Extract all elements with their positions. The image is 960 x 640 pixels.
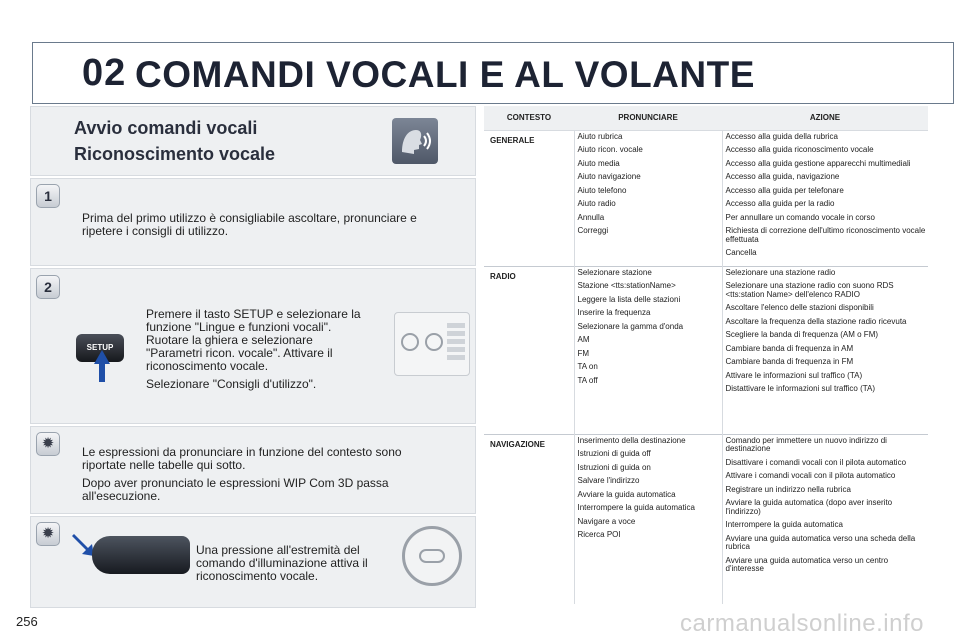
watermark: carmanualsonline.info xyxy=(680,610,924,637)
action-item: Accesso alla guida della rubrica xyxy=(725,131,839,141)
action-item: Avviare una guida automatica verso una scheda della rubrica xyxy=(725,533,916,551)
action-item: Registrare un indirizzo nella rubrica xyxy=(725,484,851,494)
action-item: Attivare le informazioni sul traffico (TA) xyxy=(725,370,863,380)
step-1-badge: 1 xyxy=(36,184,60,208)
section-title: Avvio comandi vocali xyxy=(74,118,258,138)
action-item: Avviare una guida automatica verso un centro d'interesse xyxy=(725,555,889,573)
say-cell xyxy=(574,266,722,434)
say-item: Inserire la frequenza xyxy=(577,308,651,317)
step-3-paragraph-2: Dopo aver pronunciato le espressioni WIP Com 3D passa all'esecuzione. xyxy=(82,476,389,503)
step-4-paragraph: Una pressione all'estremità del comando d'illuminazione attiva il riconoscimento vocale. xyxy=(196,543,368,583)
action-item: Cambiare banda di frequenza in AM xyxy=(725,343,854,353)
step-3-text xyxy=(82,446,442,508)
say-item: Istruzioni di guida off xyxy=(577,449,651,458)
action-cell xyxy=(722,130,928,266)
action-cell xyxy=(722,434,928,604)
say-item: Salvare l'indirizzo xyxy=(577,476,640,485)
say-item: Inserimento della destinazione xyxy=(577,435,686,445)
say-item: FM xyxy=(577,348,590,358)
action-item: Selezionare una stazione radio xyxy=(725,267,836,277)
action-item: Accesso alla guida per telefonare xyxy=(725,185,844,195)
step-1-paragraph: Prima del primo utilizzo è consigliabile ascoltare, pronunciare e ripetere i consigli di utilizzo. xyxy=(82,211,417,238)
say-item: TA on xyxy=(577,362,598,371)
action-item: Attivare i comandi vocali con il pilota automatico xyxy=(725,471,896,480)
step-2-badge: 2 xyxy=(36,275,60,299)
arrow-stem xyxy=(99,362,105,382)
table-row xyxy=(484,434,928,604)
action-item: Ascoltare la frequenza della stazione radio ricevuta xyxy=(725,316,907,326)
voice-command-icon xyxy=(392,118,438,164)
context-cell: RADIO xyxy=(484,266,574,434)
say-item: Selezionare la gamma d'onda xyxy=(577,321,684,331)
chapter-title: COMANDI VOCALI E AL VOLANTE xyxy=(135,54,755,95)
action-item: Richiesta di correzione dell'ultimo riconoscimento vocale effettuata xyxy=(725,226,926,244)
volume-knob-icon xyxy=(401,333,419,351)
action-item: Interrompere la guida automatica xyxy=(725,520,843,529)
step-2-paragraph-1: Premere il tasto SETUP e selezionare la funzione "Lingue e funzioni vocali". Ruotare la ghiera e selezionare "Parametri ricon. vocale". Attivare il riconoscimento vocale. xyxy=(146,307,361,373)
say-item: Aiuto telefono xyxy=(577,185,627,195)
say-item: Aiuto navigazione xyxy=(577,172,641,181)
say-item: Avviare la guida automatica xyxy=(577,489,676,499)
action-item: Avviare la guida automatica (dopo aver inserito l'indirizzo) xyxy=(725,498,893,516)
say-item: Interrompere la guida automatica xyxy=(577,503,695,512)
action-item: Scegliere la banda di frequenza (AM o FM) xyxy=(725,330,879,339)
action-item: Per annullare un comando vocale in corso xyxy=(725,212,875,222)
say-item: Correggi xyxy=(577,226,609,235)
action-item: Cambiare banda di frequenza in FM xyxy=(725,357,854,366)
gear-icon: ✹ xyxy=(36,522,60,546)
column-header-action: AZIONE xyxy=(722,106,928,130)
keypad-icon xyxy=(447,323,465,363)
action-item: Ascoltare l'elenco delle stazioni disponibili xyxy=(725,303,874,312)
context-cell: GENERALE xyxy=(484,130,574,266)
step-2-paragraph-2: Selezionare "Consigli d'utilizzo". xyxy=(146,377,317,391)
action-item: Distattivare le informazioni sul traffico (TA) xyxy=(725,384,876,393)
table-row xyxy=(484,130,928,266)
say-item: Leggere la lista delle stazioni xyxy=(577,294,681,304)
say-item: Ricerca POI xyxy=(577,530,621,539)
chapter-number: 02 xyxy=(82,52,127,94)
action-item: Accesso alla guida gestione apparecchi multimediali xyxy=(725,158,911,168)
section-subtitle: Riconoscimento vocale xyxy=(74,144,276,164)
say-item: Selezionare stazione xyxy=(577,267,652,277)
column-header-say: PRONUNCIARE xyxy=(574,106,722,130)
gear-icon: ✹ xyxy=(36,432,60,456)
action-item: Accesso alla guida, navigazione xyxy=(725,172,840,181)
action-item: Cancella xyxy=(725,248,757,257)
say-item: Aiuto radio xyxy=(577,199,616,208)
say-item: AM xyxy=(577,335,590,344)
say-item: Navigare a voce xyxy=(577,516,636,526)
step-1-text xyxy=(82,212,442,243)
radio-unit-image xyxy=(394,312,470,376)
say-item: Annulla xyxy=(577,212,605,222)
wheel-hub xyxy=(419,549,445,563)
action-item: Disattivare i comandi vocali con il pilota automatico xyxy=(725,457,907,467)
say-item: Aiuto ricon. vocale xyxy=(577,145,643,154)
action-item: Selezionare una stazione radio con suono RDS <tts:station Name> dell'elenco RADIO xyxy=(725,281,894,299)
step-3-paragraph-1: Le espressioni da pronunciare in funzione del contesto sono riportate nelle tabelle qui sotto. xyxy=(82,445,402,472)
page-number: 256 xyxy=(16,614,38,629)
action-item: Accesso alla guida per la radio xyxy=(725,199,835,208)
say-item: Stazione <tts:stationName> xyxy=(577,281,676,290)
say-item: Aiuto rubrica xyxy=(577,131,623,141)
say-item: Aiuto media xyxy=(577,158,620,168)
say-item: TA off xyxy=(577,375,598,385)
column-header-context: CONTESTO xyxy=(484,106,574,130)
action-cell xyxy=(722,266,928,434)
say-cell xyxy=(574,434,722,604)
context-cell: NAVIGAZIONE xyxy=(484,434,574,604)
say-cell xyxy=(574,130,722,266)
step-4-text xyxy=(196,544,376,588)
setup-button[interactable]: SETUP xyxy=(76,334,124,362)
step-2-text xyxy=(146,308,372,396)
action-item: Comando per immettere un nuovo indirizzo di destinazione xyxy=(725,435,887,453)
steering-wheel-image xyxy=(402,526,462,586)
table-row xyxy=(484,266,928,434)
dial-knob-icon xyxy=(425,333,443,351)
say-item: Istruzioni di guida on xyxy=(577,462,651,472)
action-item: Accesso alla guida riconoscimento vocale xyxy=(725,145,874,154)
lighting-stalk-image xyxy=(92,536,190,574)
voice-commands-table xyxy=(484,106,928,604)
